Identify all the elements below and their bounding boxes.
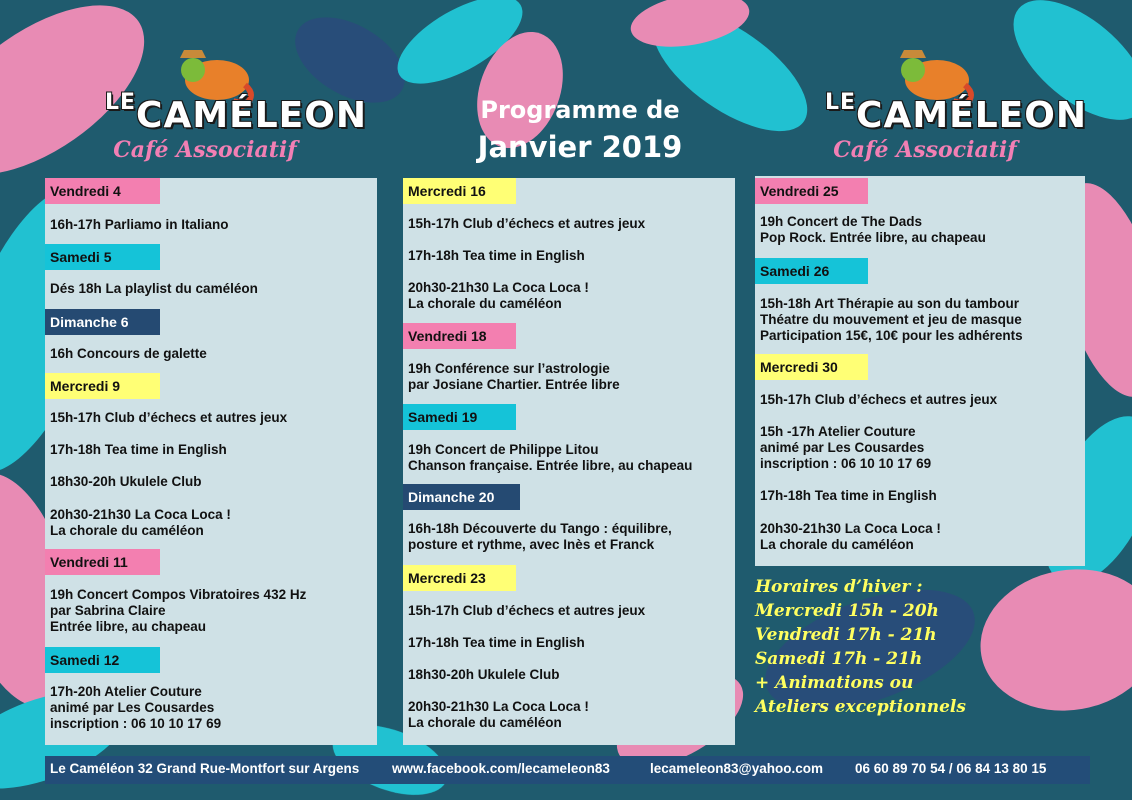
event-item: 16h-17h Parliamo in Italiano bbox=[50, 217, 229, 232]
event-item: 16h-18h Découverte du Tango : équilibre, posture et rythme, avec Inès et Franck bbox=[408, 521, 672, 552]
day-header: Samedi 19 bbox=[403, 404, 516, 430]
event-item: 19h Concert de The Dads Pop Rock. Entrée libre, au chapeau bbox=[760, 214, 986, 245]
event-item: 20h30-21h30 La Coca Loca ! La chorale du caméléon bbox=[408, 699, 589, 730]
logo-right bbox=[825, 45, 1088, 165]
day-header: Mercredi 16 bbox=[403, 178, 516, 204]
page-title-line1: Programme de bbox=[480, 96, 680, 124]
event-item: 17h-18h Tea time in English bbox=[760, 488, 937, 503]
day-header: Mercredi 9 bbox=[45, 373, 160, 399]
event-item: 20h30-21h30 La Coca Loca ! La chorale du caméléon bbox=[50, 507, 231, 538]
event-item: 17h-18h Tea time in English bbox=[408, 635, 585, 650]
event-item: 15h -17h Atelier Couture animé par Les Cousardes inscription : 06 10 10 17 69 bbox=[760, 424, 932, 471]
logo-subtitle: Café Associatif bbox=[113, 137, 297, 163]
event-item: 19h Concert de Philippe Litou Chanson française. Entrée libre, au chapeau bbox=[408, 442, 693, 473]
hours-line: Mercredi 15h - 20h bbox=[755, 601, 939, 621]
footer-phones: 06 60 89 70 54 / 06 84 13 80 15 bbox=[855, 761, 1047, 776]
event-item: 17h-20h Atelier Couture animé par Les Cousardes inscription : 06 10 10 17 69 bbox=[50, 684, 222, 731]
event-item: 15h-17h Club d’échecs et autres jeux bbox=[408, 216, 646, 231]
footer-bar bbox=[45, 756, 1090, 784]
logo-name: $^{LE}$CAMÉLEON bbox=[825, 90, 1088, 136]
hours-line: Ateliers exceptionnels bbox=[755, 697, 966, 717]
day-header: Samedi 5 bbox=[45, 244, 160, 270]
day-header: Vendredi 4 bbox=[45, 178, 160, 204]
footer-address: Le Caméléon 32 Grand Rue-Montfort sur Argens bbox=[50, 761, 360, 776]
footer-email-link[interactable]: lecameleon83@yahoo.com bbox=[650, 761, 823, 776]
hours-line: + Animations ou bbox=[755, 673, 914, 693]
day-header: Mercredi 23 bbox=[403, 565, 516, 591]
event-item: 18h30-20h Ukulele Club bbox=[408, 667, 560, 682]
event-item: 15h-17h Club d’échecs et autres jeux bbox=[760, 392, 998, 407]
event-item: Dés 18h La playlist du caméléon bbox=[50, 281, 258, 296]
logo-name: $^{LE}$CAMÉLEON bbox=[105, 90, 368, 136]
footer-facebook-link[interactable]: www.facebook.com/lecameleon83 bbox=[392, 761, 610, 776]
program-column-3 bbox=[755, 176, 1085, 566]
event-item: 15h-17h Club d’échecs et autres jeux bbox=[408, 603, 646, 618]
event-item: 19h Conférence sur l’astrologie par Josiane Chartier. Entrée libre bbox=[408, 361, 620, 392]
event-item: 15h-17h Club d’échecs et autres jeux bbox=[50, 410, 288, 425]
day-header: Dimanche 20 bbox=[403, 484, 520, 510]
hours-line: Vendredi 17h - 21h bbox=[755, 625, 937, 645]
program-column-1 bbox=[45, 178, 377, 745]
day-header: Mercredi 30 bbox=[755, 354, 868, 380]
page-title-line2: Janvier 2019 bbox=[477, 130, 683, 164]
day-header: Vendredi 11 bbox=[45, 549, 160, 575]
event-item: 19h Concert Compos Vibratoires 432 Hz par Sabrina Claire Entrée libre, au chapeau bbox=[50, 587, 307, 634]
hours-line: Horaires d’hiver : bbox=[755, 577, 923, 597]
day-header: Samedi 12 bbox=[45, 647, 160, 673]
event-item: 17h-18h Tea time in English bbox=[50, 442, 227, 457]
day-header: Vendredi 18 bbox=[403, 323, 516, 349]
day-header: Dimanche 6 bbox=[45, 309, 160, 335]
event-item: 15h-18h Art Thérapie au son du tambour Théatre du mouvement et jeu de masque Participation 15€, 10€ pour les adhérents bbox=[760, 296, 1023, 343]
event-item: 20h30-21h30 La Coca Loca ! La chorale du caméléon bbox=[408, 280, 589, 311]
hours-line: Samedi 17h - 21h bbox=[755, 649, 923, 669]
event-item: 18h30-20h Ukulele Club bbox=[50, 474, 202, 489]
program-column-2 bbox=[403, 178, 735, 745]
logo-left bbox=[105, 45, 368, 165]
event-item: 16h Concours de galette bbox=[50, 346, 207, 361]
logo-subtitle: Café Associatif bbox=[833, 137, 1017, 163]
winter-hours bbox=[755, 575, 995, 719]
event-item: 17h-18h Tea time in English bbox=[408, 248, 585, 263]
event-item: 20h30-21h30 La Coca Loca ! La chorale du caméléon bbox=[760, 521, 941, 552]
day-header: Vendredi 25 bbox=[755, 178, 868, 204]
day-header: Samedi 26 bbox=[755, 258, 868, 284]
